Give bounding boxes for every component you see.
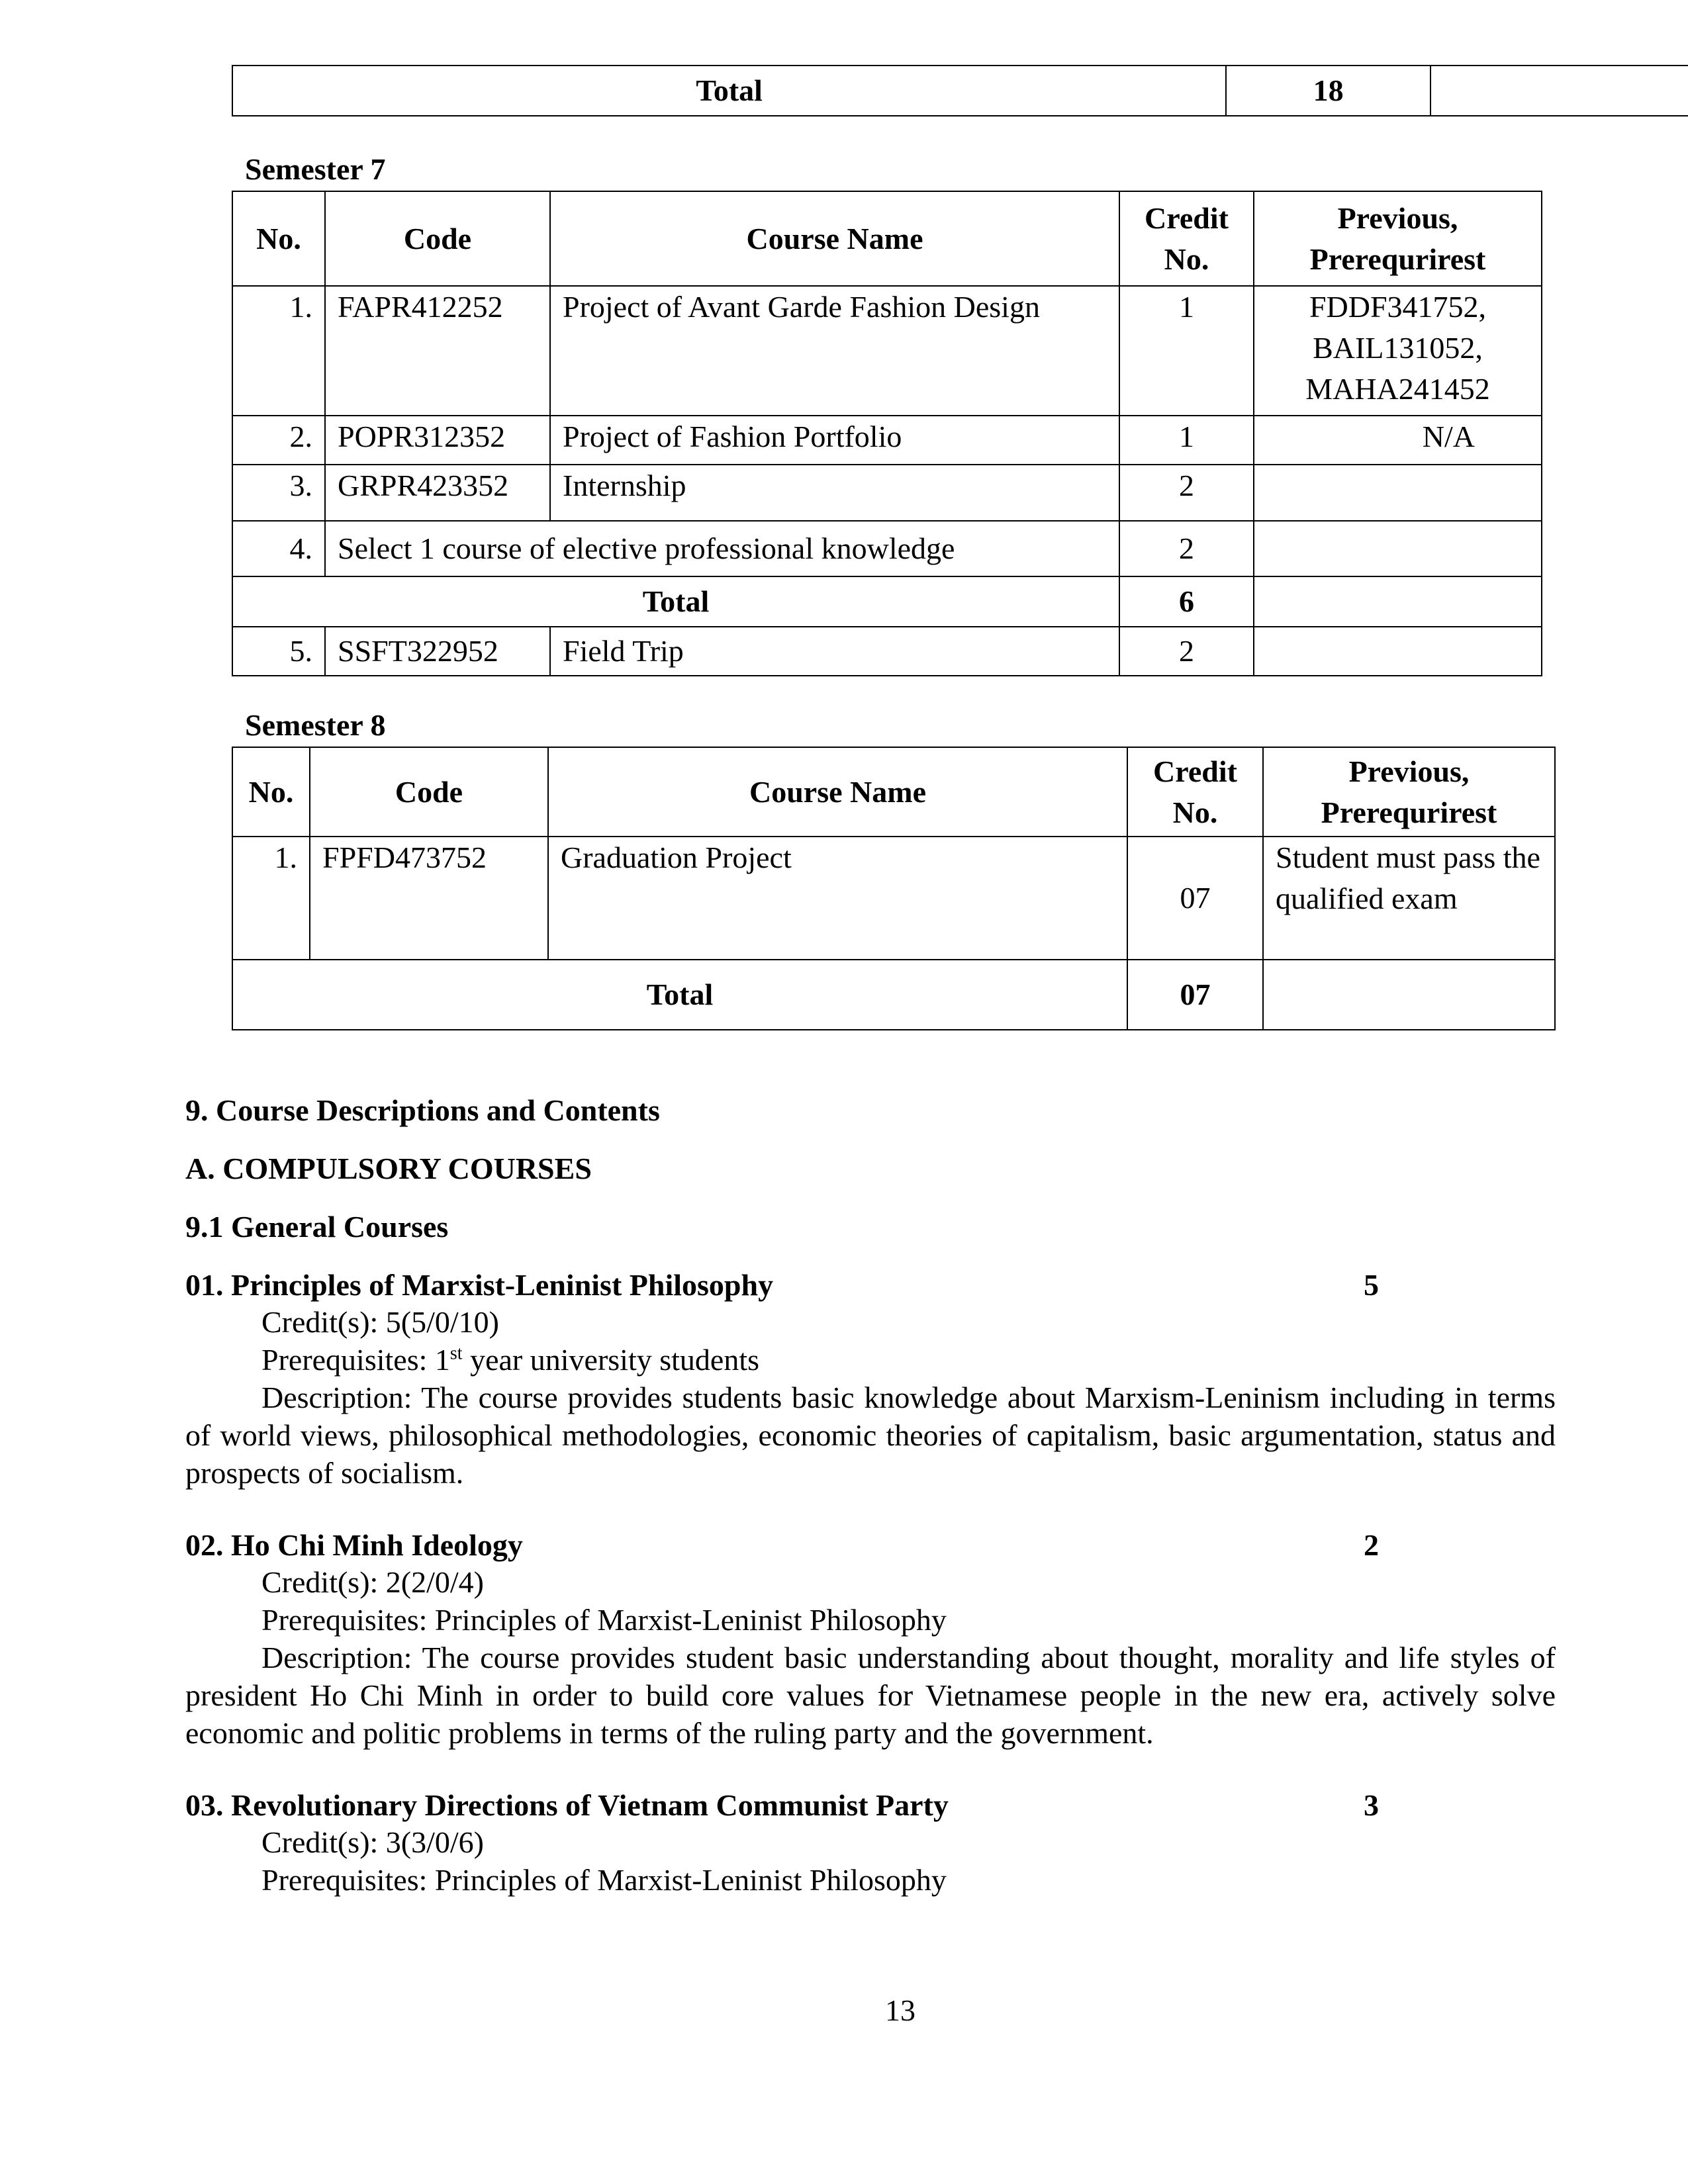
row-no: 3.	[232, 465, 325, 521]
course-description: Description: The course provides student basic understanding about thought, morality and life styles of president Ho Chi Minh in order to build core values for Vietnamese people in the new era, actively solve economic and politic problems in terms of the ruling party and the government.	[185, 1641, 1556, 1750]
semester-7-heading: Semester 7	[245, 152, 386, 186]
row-no: 2.	[232, 416, 325, 465]
col-header-credit: Credit No.	[1127, 747, 1263, 837]
table-header-row	[232, 747, 1555, 837]
course-description: Description: The course provides students basic knowledge about Marxism-Leninism including in terms of world views, philosophical methodologies, economic theories of capitalism, basic argumentation, status and prospects of socialism.	[185, 1381, 1556, 1490]
row-course-name: Project of Fashion Portfolio	[550, 416, 1119, 465]
section-title: 9. Course Descriptions and Contents	[185, 1093, 660, 1127]
row-prereq	[1254, 286, 1542, 416]
row-credit: 2	[1119, 521, 1254, 576]
row-prereq: Student must pass the qualified exam	[1263, 837, 1555, 960]
col-header-no: No.	[232, 747, 310, 837]
page-number: 13	[885, 1993, 915, 2027]
course-credit: 2	[1364, 1528, 1379, 1562]
prereq-line: MAHA241452	[1305, 372, 1490, 406]
col-header-no: No.	[232, 191, 325, 286]
table-row	[232, 627, 1542, 676]
total-row	[232, 960, 1555, 1030]
col-header-prereq: Previous, Prerequrirest	[1254, 191, 1542, 286]
course-credit: 5	[1364, 1268, 1379, 1302]
section-sub-subtitle: 9.1 General Courses	[185, 1210, 449, 1244]
row-prereq	[1254, 521, 1542, 576]
row-credit: 2	[1119, 627, 1254, 676]
row-prereq	[1254, 465, 1542, 521]
total-row	[232, 576, 1542, 627]
course-prereq-line: Prerequisites: Principles of Marxist-Leninist Philosophy	[261, 1603, 947, 1637]
total-label: Total	[232, 960, 1127, 1030]
row-no: 1.	[232, 286, 325, 416]
col-header-code: Code	[310, 747, 548, 837]
table-header-row	[232, 191, 1542, 286]
total-label: Total	[232, 66, 1226, 116]
col-header-credit: Credit No.	[1119, 191, 1254, 286]
prereq-superscript: st	[449, 1343, 463, 1364]
row-credit: 07	[1127, 837, 1263, 960]
course-credits-line: Credit(s): 3(3/0/6)	[261, 1825, 484, 1859]
course-title: 03. Revolutionary Directions of Vietnam Communist Party	[185, 1788, 949, 1822]
table-row	[232, 286, 1542, 416]
course-prereq-line	[261, 1342, 759, 1379]
row-prereq	[1254, 627, 1542, 676]
semester-7-table	[232, 191, 1542, 676]
total-label: Total	[232, 576, 1119, 627]
semester-8-table	[232, 747, 1556, 1030]
section-subtitle: A. COMPULSORY COURSES	[185, 1152, 592, 1185]
course-prereq-line: Prerequisites: Principles of Marxist-Leninist Philosophy	[261, 1863, 947, 1897]
table-row	[232, 465, 1542, 521]
table-row	[232, 837, 1555, 960]
col-header-code: Code	[325, 191, 550, 286]
row-no: 1.	[232, 837, 310, 960]
row-no: 4.	[232, 521, 325, 576]
prereq-line: FDDF341752,	[1309, 290, 1487, 324]
row-course-name: Project of Avant Garde Fashion Design	[550, 286, 1119, 416]
prereq-prefix: Prerequisites: 1	[261, 1343, 450, 1377]
total-prereq	[1430, 66, 1688, 116]
row-credit: 1	[1119, 286, 1254, 416]
row-course-name: Internship	[550, 465, 1119, 521]
total-credits: 18	[1226, 66, 1430, 116]
row-code: FPFD473752	[310, 837, 548, 960]
total-prereq	[1254, 576, 1542, 627]
row-prereq: N/A	[1254, 416, 1542, 465]
row-credit: 1	[1119, 416, 1254, 465]
col-header-prereq: Previous, Prerequrirest	[1263, 747, 1555, 837]
course-credits-line: Credit(s): 2(2/0/4)	[261, 1565, 484, 1599]
table-row	[232, 416, 1542, 465]
course-title: 02. Ho Chi Minh Ideology	[185, 1528, 523, 1562]
elective-row	[232, 521, 1542, 576]
row-credit: 2	[1119, 465, 1254, 521]
col-header-course-name: Course Name	[550, 191, 1119, 286]
total-credits: 6	[1119, 576, 1254, 627]
total-prereq	[1263, 960, 1555, 1030]
row-course-name: Graduation Project	[548, 837, 1127, 960]
semester-8-heading: Semester 8	[245, 708, 386, 742]
course-credits-line: Credit(s): 5(5/0/10)	[261, 1305, 499, 1339]
previous-semester-total-table	[232, 65, 1688, 116]
prereq-suffix: year university students	[462, 1343, 760, 1377]
row-code: POPR312352	[325, 416, 550, 465]
prereq-line: BAIL131052,	[1313, 331, 1483, 365]
total-credits: 07	[1127, 960, 1263, 1030]
course-title: 01. Principles of Marxist-Leninist Philosophy	[185, 1268, 774, 1302]
row-code: FAPR412252	[325, 286, 550, 416]
row-course-name: Field Trip	[550, 627, 1119, 676]
row-code: GRPR423352	[325, 465, 550, 521]
row-code: SSFT322952	[325, 627, 550, 676]
course-credit: 3	[1364, 1788, 1379, 1822]
row-no: 5.	[232, 627, 325, 676]
col-header-course-name: Course Name	[548, 747, 1127, 837]
row-course-name: Select 1 course of elective professional knowledge	[325, 521, 1119, 576]
